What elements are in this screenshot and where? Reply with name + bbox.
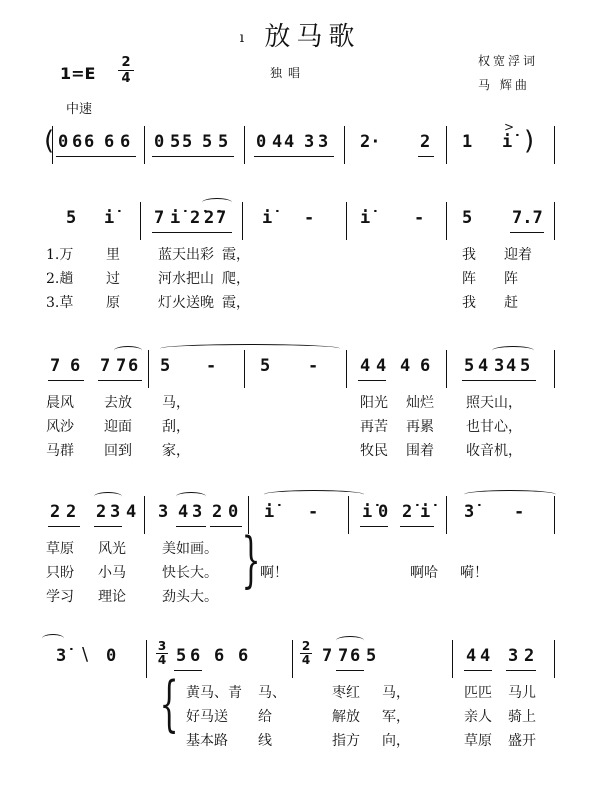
note: 6 <box>72 132 83 152</box>
note: 5 <box>520 356 531 376</box>
meter-change: 3 4 <box>157 639 167 667</box>
note: 0 <box>58 132 69 152</box>
note: 4 <box>506 356 517 376</box>
time-numerator: 2 <box>121 55 131 70</box>
note: 2̇ <box>402 502 413 522</box>
note: 5 <box>176 646 187 666</box>
title-text: 放马歌 <box>264 22 361 52</box>
note: 3 <box>192 502 203 522</box>
note: 2 <box>524 646 535 666</box>
note: i̇ <box>262 208 273 228</box>
note: - <box>308 356 319 376</box>
verse-brace: } <box>159 669 179 739</box>
note: i̇ <box>170 208 181 228</box>
note: 7 <box>116 356 127 376</box>
note: 6 <box>120 132 131 152</box>
tempo-marking: 中速 <box>66 102 93 117</box>
lyricist-credit: 权宽浮词 <box>478 54 539 68</box>
note: 3̇ <box>56 646 67 666</box>
note: 0 <box>154 132 165 152</box>
score-line-1: ( 0 6 6 6 6 0 5 5 5 5 0 4 4 3 3 2· 2 1 i̇ > ) <box>42 132 557 158</box>
note: i̇ <box>362 502 373 522</box>
note: 4 <box>376 356 387 376</box>
performance-mode: 独唱 <box>270 66 307 80</box>
tie <box>264 490 364 499</box>
tie <box>42 634 64 643</box>
title-mark: ı <box>239 30 251 46</box>
note: 3 <box>304 132 315 152</box>
exclaim-aha: 啊哈 <box>410 565 438 581</box>
note: 4 <box>400 356 411 376</box>
note: 2̇ <box>190 208 201 228</box>
note: 2 <box>96 502 107 522</box>
note: 6 <box>190 646 201 666</box>
note: - <box>206 356 217 376</box>
lyric-verse-2: 2.趟 过 河水把山 爬， 阵 阵 <box>46 271 518 287</box>
note: 1 <box>462 132 473 152</box>
time-denominator: 4 <box>121 71 131 86</box>
lyric-verse-3: 基本路 线 指方 向， 草原 盛开 <box>186 733 536 749</box>
note: 3̇ <box>464 502 475 522</box>
note: 5 <box>260 356 271 376</box>
note: 6 <box>104 132 115 152</box>
tie <box>464 490 556 499</box>
breath-mark: \ <box>82 644 89 665</box>
slur <box>336 636 364 645</box>
note: i̇ <box>502 132 513 152</box>
note: 6 <box>238 646 249 666</box>
note: 5 <box>182 132 193 152</box>
note: 6 <box>70 356 81 376</box>
note: 4 <box>466 646 477 666</box>
note: 4 <box>178 502 189 522</box>
lyric-verse-3: 学习 理论 劲头大。 <box>46 589 218 605</box>
score-line-5 <box>42 639 557 672</box>
slur <box>94 492 122 501</box>
lyric-verse-3: 马群 回到 家， 牧民 围着 收音机， <box>46 443 522 459</box>
note: - <box>514 502 525 522</box>
lyric-verse-1: 晨风 去放 马， 阳光 灿烂 照天山， <box>46 395 522 411</box>
note: 2̇ <box>204 208 215 228</box>
lyric-verse-2: 风沙 迎面 刮， 再苦 再累 也甘心， <box>46 419 522 435</box>
note: 0 <box>378 502 389 522</box>
meter-change: 2 4 <box>301 639 311 667</box>
note: 0 <box>106 646 117 666</box>
note: 6 <box>420 356 431 376</box>
note: 4 <box>480 646 491 666</box>
note: i̇ <box>104 208 115 228</box>
note: 3 <box>158 502 169 522</box>
note: 7 <box>154 208 165 228</box>
lyric-verse-2: 好马送 给 解放 军， 亲人 骑上 <box>186 709 536 725</box>
note: - <box>308 502 319 522</box>
note: 4 <box>126 502 137 522</box>
score-line-4 <box>42 502 557 528</box>
note: 2 <box>50 502 61 522</box>
note: 2 <box>66 502 77 522</box>
note: 6 <box>350 646 361 666</box>
note: 5 <box>170 132 181 152</box>
note: 4 <box>272 132 283 152</box>
note: 4 <box>284 132 295 152</box>
note: 0 <box>256 132 267 152</box>
note: i̇ <box>264 502 275 522</box>
note: 6 <box>214 646 225 666</box>
note: 4 <box>360 356 371 376</box>
note: 7 <box>50 356 61 376</box>
note: 2· <box>360 132 381 152</box>
note: i̇ <box>420 502 431 522</box>
note: 2 <box>212 502 223 522</box>
slur <box>202 198 232 207</box>
note: 7 <box>216 208 227 228</box>
note: - <box>304 208 315 228</box>
exclaim-he: 嗬！ <box>460 565 488 581</box>
note: 2 <box>420 132 431 152</box>
note: 5 <box>462 208 473 228</box>
note: 5 <box>160 356 171 376</box>
lyric-verse-1: 草原 风光 美如画。 <box>46 541 218 557</box>
note: 7.7 <box>512 208 543 228</box>
note: 7 <box>322 646 333 666</box>
note: 6 <box>128 356 139 376</box>
note: i̇ <box>360 208 371 228</box>
note: 5 <box>464 356 475 376</box>
lyric-verse-2: 只盼 小马 快长大。 啊！ 啊哈 嗬！ <box>46 562 561 582</box>
note: 4 <box>478 356 489 376</box>
note: 3 <box>110 502 121 522</box>
note: 3 <box>494 356 505 376</box>
slur <box>176 492 206 501</box>
note: 5 <box>202 132 213 152</box>
lyric-verse-1: 黄马、青 马、 枣红 马， 匹匹 马儿 <box>186 685 536 701</box>
lyric-verse-3: 3.草 原 灯火送晚 霞， 我 赶 <box>46 295 518 311</box>
note: 7 <box>338 646 349 666</box>
note: 3 <box>318 132 329 152</box>
score-line-3 <box>42 356 557 382</box>
note: 3 <box>508 646 519 666</box>
composer-credit: 马 辉曲 <box>478 78 530 92</box>
note: 5 <box>366 646 377 666</box>
note: - <box>414 208 425 228</box>
slur <box>114 346 142 355</box>
accent-mark: > <box>504 120 515 134</box>
slur <box>492 346 534 355</box>
note: 0 <box>228 502 239 522</box>
verse-brace: } <box>241 525 261 595</box>
key-signature: 1=E <box>60 64 96 83</box>
note: 5 <box>66 208 77 228</box>
score-line-2 <box>42 208 557 234</box>
note: 6 <box>84 132 95 152</box>
note: 7 <box>100 356 111 376</box>
exclaim-ah: 啊！ <box>260 565 288 581</box>
note: 5 <box>218 132 229 152</box>
tie <box>160 344 340 353</box>
time-signature <box>118 56 134 85</box>
song-title <box>0 16 600 53</box>
lyric-verse-1: 1.万 里 蓝天出彩 霞， 我 迎着 <box>46 247 532 263</box>
